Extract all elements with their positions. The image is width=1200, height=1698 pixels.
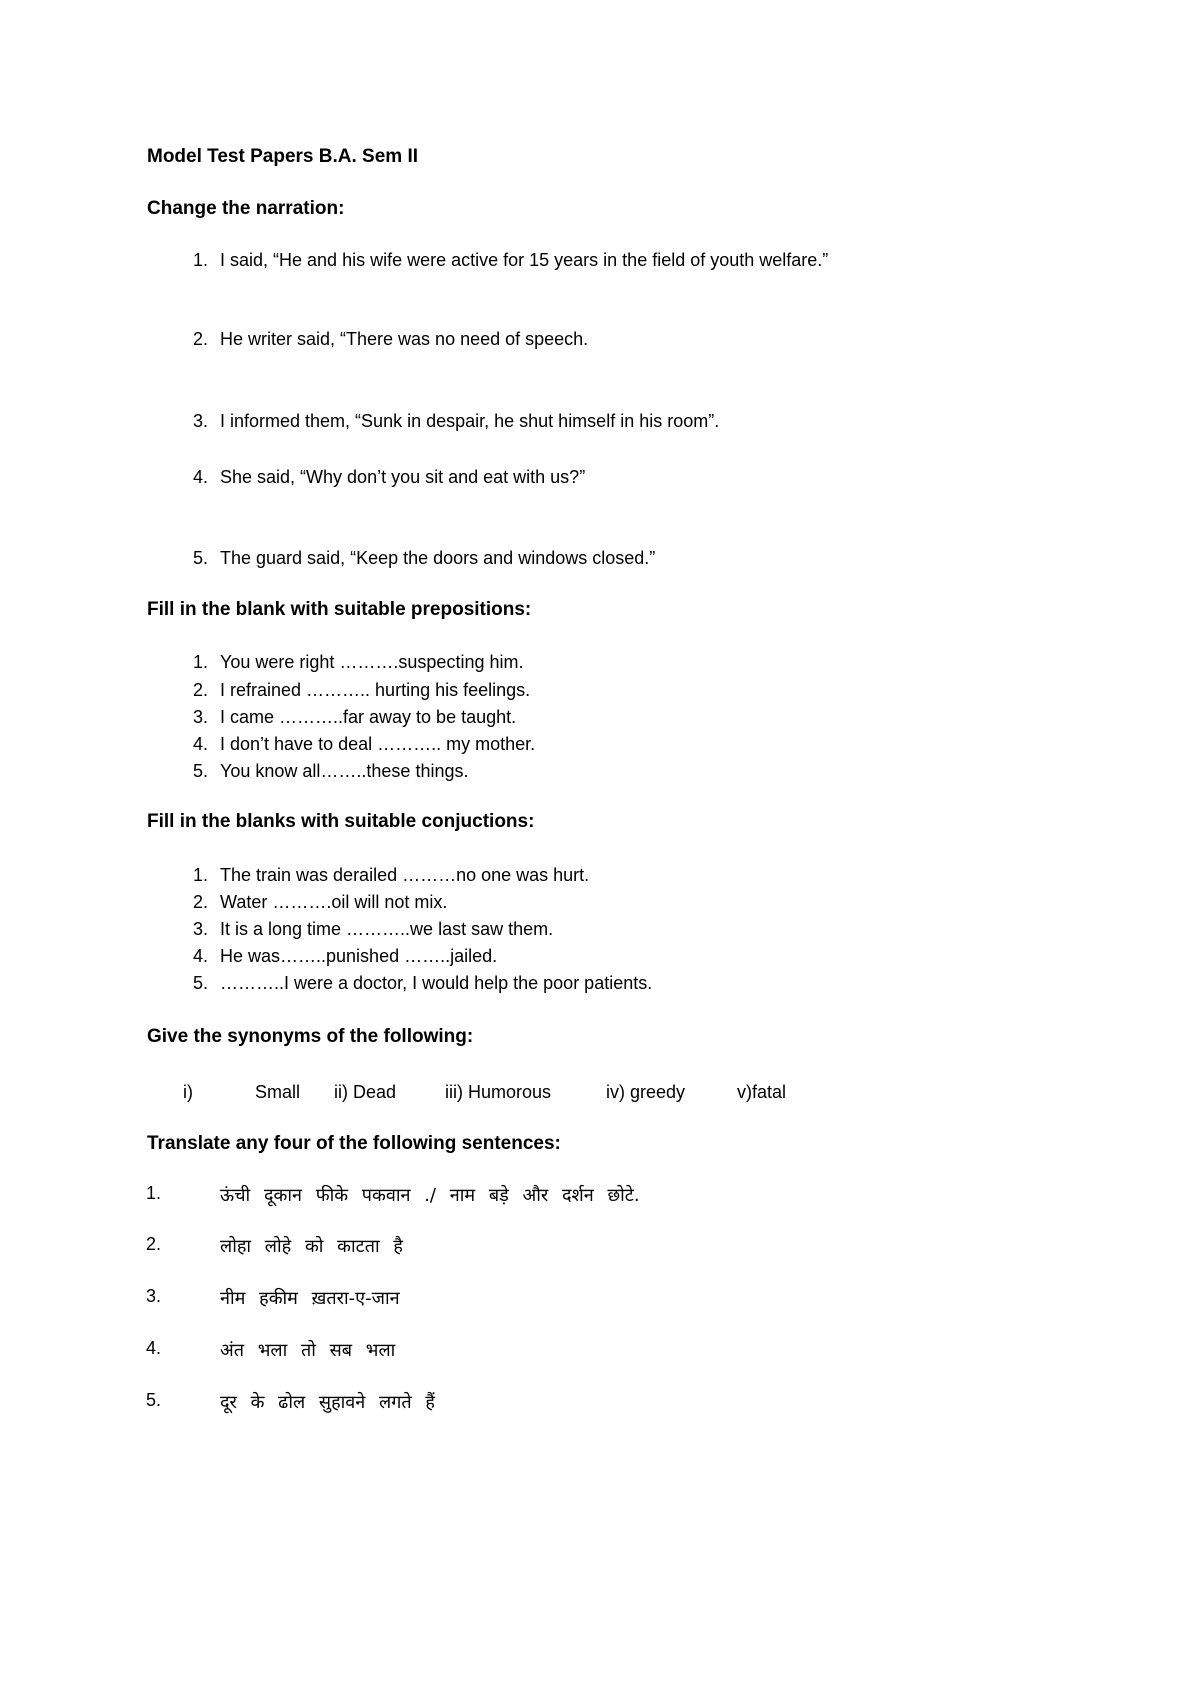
item-text: You know all……..these things. — [220, 761, 469, 781]
item-text: She said, “Why don’t you sit and eat with us?” — [220, 467, 586, 487]
item-number: 1. — [146, 1183, 162, 1203]
item-number: 5. — [192, 973, 208, 993]
section-heading-prepositions: Fill in the blank with suitable prepositions: — [147, 599, 532, 620]
item-text: दूर के ढोल सुहावने लगते हैं — [220, 1392, 435, 1413]
item-number: 2. — [192, 892, 208, 912]
item-number: 3. — [192, 411, 208, 431]
item-number: 4. — [192, 467, 208, 487]
item-number: 4. — [146, 1338, 162, 1358]
item-number: 1. — [192, 250, 208, 270]
synonym-word: Small — [255, 1082, 301, 1102]
section-heading-synonyms: Give the synonyms of the following: — [147, 1026, 474, 1047]
item-text: It is a long time ………..we last saw them. — [220, 919, 554, 939]
item-number: 2. — [192, 680, 208, 700]
item-number: 4. — [192, 734, 208, 754]
item-number: 3. — [192, 919, 208, 939]
item-number: 4. — [192, 946, 208, 966]
item-text: I said, “He and his wife were active for 15 years in the field of youth welfare.” — [220, 250, 829, 270]
synonym-word: ii) Dead — [334, 1082, 397, 1102]
synonym-word: v)fatal — [737, 1082, 787, 1102]
item-number: 3. — [192, 707, 208, 727]
synonym-word: iv) greedy — [606, 1082, 686, 1102]
synonym-word: iii) Humorous — [445, 1082, 552, 1102]
item-number: 3. — [146, 1286, 162, 1306]
item-number: 5. — [192, 761, 208, 781]
item-text: ………..I were a doctor, I would help the poor patients. — [220, 973, 653, 993]
item-number: 2. — [192, 329, 208, 349]
section-heading-narration: Change the narration: — [147, 198, 345, 219]
item-text: लोहा लोहे को काटता है — [220, 1236, 403, 1257]
item-number: 2. — [146, 1234, 162, 1254]
document-title: Model Test Papers B.A. Sem II — [147, 146, 419, 167]
item-text: Water ……….oil will not mix. — [220, 892, 448, 912]
item-number: 1. — [192, 652, 208, 672]
item-text: ऊंची दूकान फीके पकवान ./ नाम बड़े और दर्शन छोटे. — [220, 1185, 640, 1206]
item-text: I refrained ……….. hurting his feelings. — [220, 680, 531, 700]
item-text: I came ………..far away to be taught. — [220, 707, 517, 727]
section-heading-conjunctions: Fill in the blanks with suitable conjuctions: — [147, 811, 535, 832]
synonym-number: i) — [183, 1082, 193, 1102]
item-text: He writer said, “There was no need of speech. — [220, 329, 589, 349]
item-number: 1. — [192, 865, 208, 885]
section-heading-translate: Translate any four of the following sentences: — [147, 1133, 561, 1154]
item-text: The guard said, “Keep the doors and windows closed.” — [220, 548, 656, 568]
item-number: 5. — [192, 548, 208, 568]
item-text: I don’t have to deal ……….. my mother. — [220, 734, 536, 754]
item-text: He was……..punished ……..jailed. — [220, 946, 498, 966]
item-text: अंत भला तो सब भला — [220, 1340, 396, 1361]
item-text: I informed them, “Sunk in despair, he shut himself in his room”. — [220, 411, 720, 431]
item-text: The train was derailed ………no one was hurt. — [220, 865, 590, 885]
item-number: 5. — [146, 1390, 162, 1410]
item-text: नीम हकीम ख़तरा-ए-जान — [220, 1288, 400, 1309]
item-text: You were right ……….suspecting him. — [220, 652, 524, 672]
